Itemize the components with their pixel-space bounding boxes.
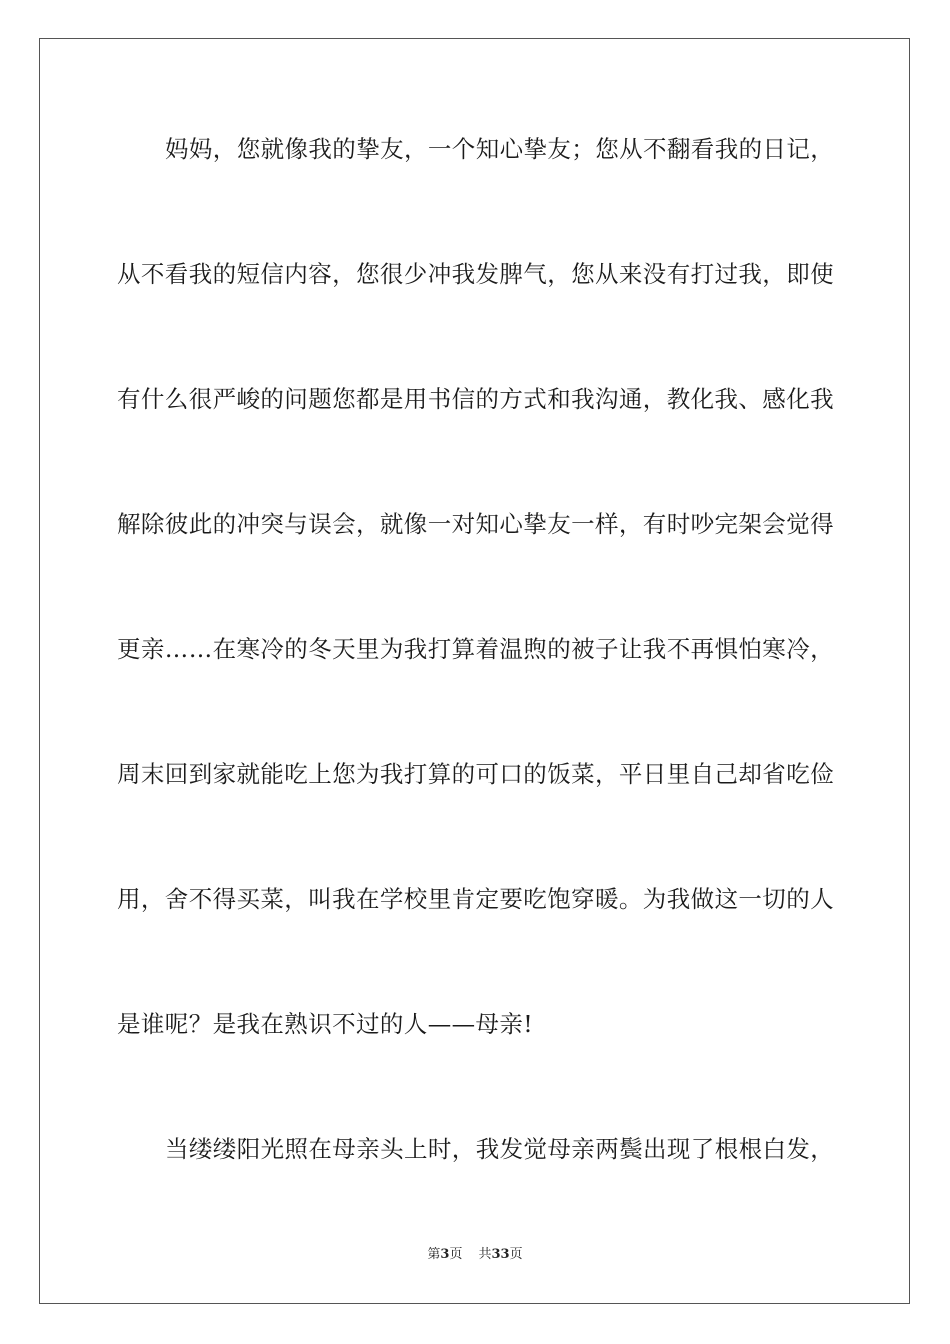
- paragraph-line: 有什么很严峻的问题您都是用书信的方式和我沟通，教化我、感化我: [117, 385, 834, 413]
- page-number: 3: [440, 1247, 450, 1262]
- total-suffix: 页: [509, 1247, 523, 1262]
- paragraph-line: 妈妈，您就像我的挚友，一个知心挚友；您从不翻看我的日记，: [165, 135, 835, 163]
- page-footer: [0, 1246, 950, 1264]
- paragraph-line: 当缕缕阳光照在母亲头上时，我发觉母亲两鬓出现了根根白发，: [165, 1135, 835, 1163]
- paragraph-line: 是谁呢？是我在熟识不过的人——母亲!: [117, 1010, 534, 1038]
- page-border: [39, 38, 910, 1304]
- paragraph-line: 更亲……在寒冷的冬天里为我打算着温煦的被子让我不再惧怕寒冷，: [117, 635, 834, 663]
- paragraph-line: 解除彼此的冲突与误会，就像一对知心挚友一样，有时吵完架会觉得: [117, 510, 834, 538]
- paragraph-line: 从不看我的短信内容，您很少冲我发脾气，您从来没有打过我，即使: [117, 260, 834, 288]
- total-prefix: 共: [478, 1247, 492, 1262]
- total-pages: 33: [491, 1247, 510, 1262]
- paragraph-line: 周末回到家就能吃上您为我打算的可口的饭菜，平日里自己却省吃俭: [117, 760, 834, 788]
- page-prefix: 第: [427, 1247, 441, 1262]
- page-suffix: 页: [449, 1247, 463, 1262]
- paragraph-line: 用，舍不得买菜，叫我在学校里肯定要吃饱穿暖。为我做这一切的人: [117, 885, 834, 913]
